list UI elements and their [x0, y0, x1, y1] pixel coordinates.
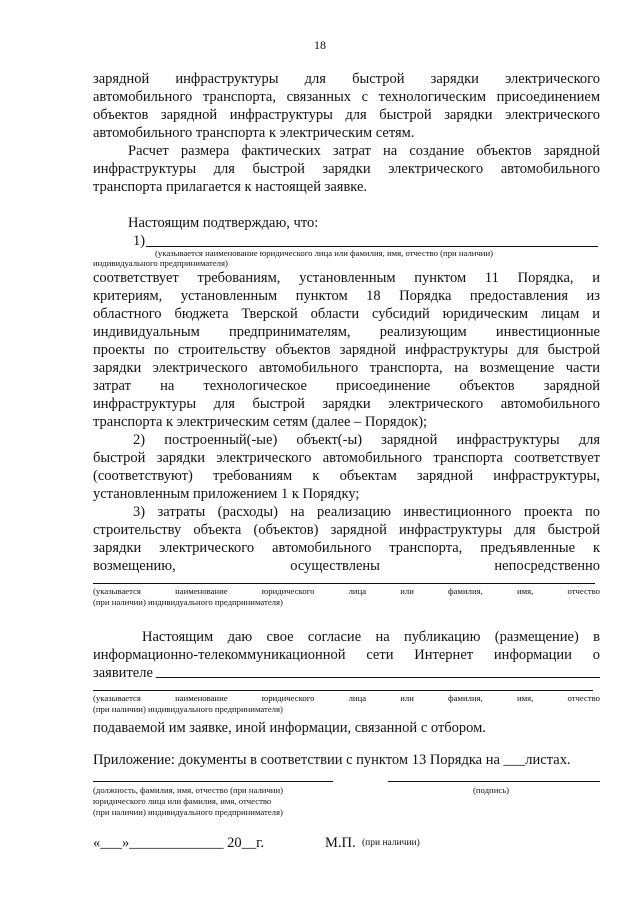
position-hint-3: (при наличии) индивидуального предпринимателя)	[93, 807, 283, 817]
consent-hint-1: (указывается наименование юридического лица или фамилия, имя, отчество	[93, 693, 600, 703]
date-line: «___»_____________ 20__г.	[93, 835, 265, 851]
consent-line-3: заявителе	[93, 665, 153, 681]
calc-line-2: инфраструктуры для быстрой зарядки электрического автомобильного	[93, 161, 600, 177]
consent-tail: подаваемой им заявке, иной информации, связанной с отбором.	[93, 720, 486, 736]
item2-line-3: (соответствуют) требованиям к объектам зарядной инфраструктуры,	[93, 468, 600, 484]
page-number: 18	[314, 38, 326, 52]
consent-fill-line-1	[156, 677, 600, 678]
item2-line-2: быстрой зарядки электрического автомобильного транспорта соответствует	[93, 450, 600, 466]
consent-line-1: Настоящим даю свое согласие на публикацию (размещение) в	[142, 629, 600, 645]
calc-line-1: Расчет размера фактических затрат на создание объектов зарядной	[128, 143, 600, 159]
stamp-hint: (при наличии)	[362, 838, 420, 848]
consent-hint-2: (при наличии) индивидуального предпринимателя)	[93, 704, 283, 714]
item1-line-6: зарядки электрического автомобильного транспорта, на возмещение части	[93, 360, 600, 376]
item1-fill-line	[146, 246, 598, 247]
item2-line-1: 2) построенный(-ые) объект(-ы) зарядной инфраструктуры для	[133, 432, 600, 448]
confirm-heading: Настоящим подтверждаю, что:	[128, 215, 319, 231]
item1-line-2: критериям, установленным пунктом 18 Порядка предоставления из	[93, 288, 600, 304]
item1-number: 1)	[133, 233, 146, 249]
position-hint-1: (должность, фамилия, имя, отчество (при наличии)	[93, 785, 284, 795]
item2-line-4: установленным приложением 1 к Порядку;	[93, 486, 360, 502]
item1-line-1: соответствует требованиям, установленным пунктом 11 Порядка, и	[93, 270, 600, 286]
item1-line-7: затрат на технологическое присоединение объектов зарядной	[93, 378, 600, 394]
item3-hint-1: (указывается наименование юридического лица или фамилия, имя, отчество	[93, 586, 600, 596]
item1-line-8: инфраструктуры для быстрой зарядки электрического автомобильного	[93, 396, 600, 412]
position-fill-line	[93, 781, 333, 782]
calc-line-3: транспорта прилагается к настоящей заявке.	[93, 179, 368, 195]
intro-line-1: зарядной инфраструктуры для быстрой зарядки электрического	[93, 71, 600, 87]
signature-fill-line	[388, 781, 600, 782]
position-hint-2: юридического лица или фамилия, имя, отчество	[93, 796, 272, 806]
consent-fill-line-2	[93, 690, 593, 691]
item1-line-3: областного бюджета Тверской области субсидий юридическим лицам и	[93, 306, 600, 322]
consent-line-2: информационно-телекоммуникационной сети Интернет информации о	[93, 647, 600, 663]
item1-line-5: проекты по строительству объектов зарядной инфраструктуры для быстрой	[93, 342, 600, 358]
attachment-line: Приложение: документы в соответствии с пунктом 13 Порядка на ___листах.	[93, 752, 571, 768]
item3-hint-2: (при наличии) индивидуального предпринимателя)	[93, 597, 283, 607]
item3-line-2: строительству объекта (объектов) зарядной инфраструктуры для быстрой	[93, 522, 600, 538]
intro-line-4: автомобильного транспорта к электрическим сетям.	[93, 125, 415, 141]
item3-fill-line	[93, 583, 595, 584]
signature-hint: (подпись)	[473, 785, 510, 795]
item3-line-4: возмещению, осуществлены непосредственно	[93, 558, 600, 574]
intro-line-2: автомобильного транспорта, связанных с технологическим присоединением	[93, 89, 600, 105]
item3-line-1: 3) затраты (расходы) на реализацию инвестиционного проекта по	[133, 504, 600, 520]
intro-line-3: объектов зарядной инфраструктуры для быстрой зарядки электрического	[93, 107, 600, 123]
stamp-label: М.П.	[325, 835, 356, 851]
item3-line-3: зарядки электрического автомобильного транспорта, предъявленные к	[93, 540, 600, 556]
item1-hint-1: (указывается наименование юридического лица или фамилия, имя, отчество (при наличии)	[155, 248, 494, 258]
item1-line-4: индивидуальным предпринимателям, реализующим инвестиционные	[93, 324, 600, 340]
item1-hint-2: индивидуального предпринимателя)	[93, 258, 228, 268]
item1-line-9: транспорта к электрическим сетям (далее – Порядок);	[93, 414, 428, 430]
